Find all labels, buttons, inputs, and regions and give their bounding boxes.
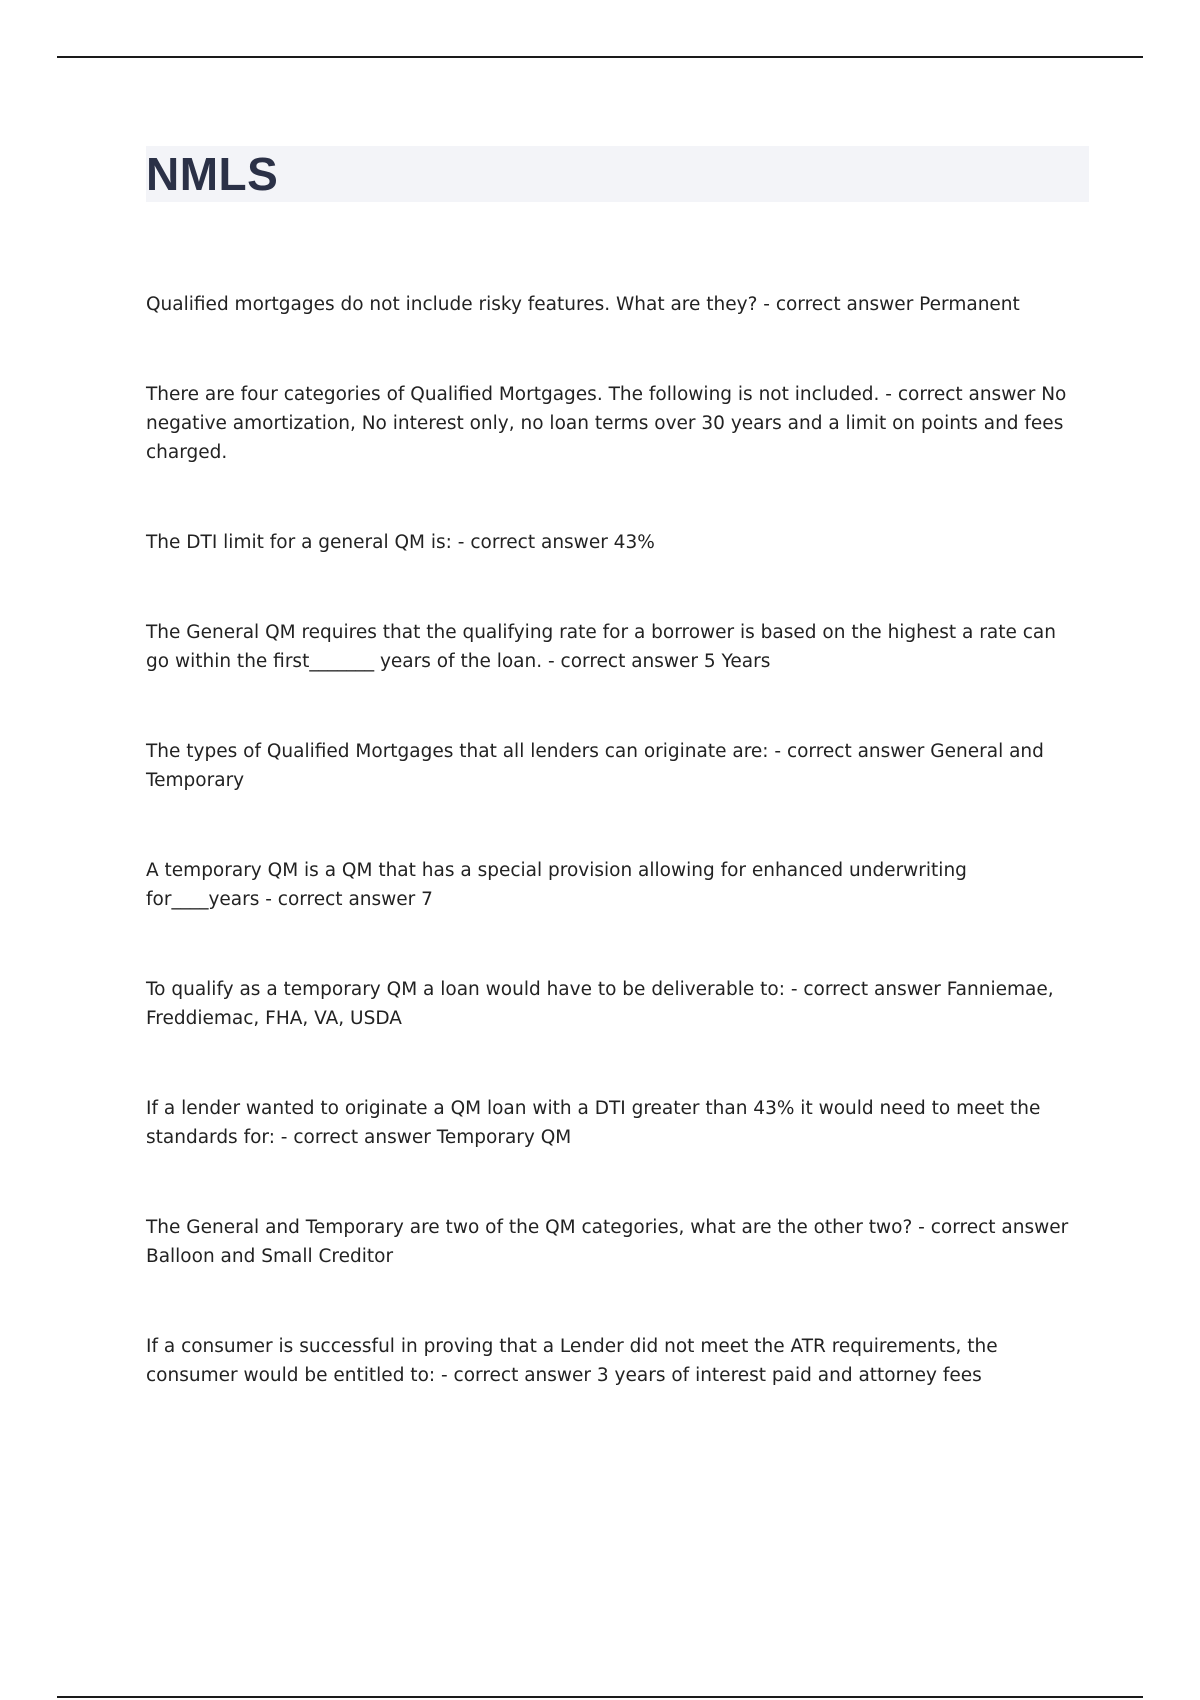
qa-item: There are four categories of Qualified Mortgages. The following is not included. - correct answer No negative amortization, No interest only, no loan terms over 30 years and a limit on points and fees charged. bbox=[146, 384, 1067, 463]
qa-item: To qualify as a temporary QM a loan would have to be deliverable to: - correct answer Fanniemae, Freddiemac, FHA, VA, USDA bbox=[146, 979, 1054, 1029]
qa-item: If a consumer is successful in proving that a Lender did not meet the ATR requirements, the consumer would be entitled to: - correct answer 3 years of interest paid and attorney fees bbox=[146, 1336, 998, 1386]
qa-item: Qualified mortgages do not include risky features. What are they? - correct answer Permanent bbox=[146, 294, 1020, 315]
question-answer-list bbox=[146, 290, 1076, 1390]
qa-item: A temporary QM is a QM that has a special provision allowing for enhanced underwriting for____years - correct answer 7 bbox=[146, 860, 967, 910]
qa-item: The General QM requires that the qualifying rate for a borrower is based on the highest a rate can go within the first_______ years of the loan. - correct answer 5 Years bbox=[146, 622, 1056, 672]
top-divider bbox=[57, 56, 1143, 58]
qa-item: The DTI limit for a general QM is: - correct answer 43% bbox=[146, 532, 655, 553]
qa-item: The types of Qualified Mortgages that all lenders can originate are: - correct answer General and Temporary bbox=[146, 741, 1044, 791]
title-background bbox=[146, 146, 1089, 202]
qa-item: If a lender wanted to originate a QM loan with a DTI greater than 43% it would need to meet the standards for: - correct answer Temporary QM bbox=[146, 1098, 1041, 1148]
document-title: NMLS bbox=[146, 148, 279, 200]
qa-item: The General and Temporary are two of the QM categories, what are the other two? - correct answer Balloon and Small Creditor bbox=[146, 1217, 1069, 1267]
bottom-divider bbox=[57, 1696, 1143, 1698]
